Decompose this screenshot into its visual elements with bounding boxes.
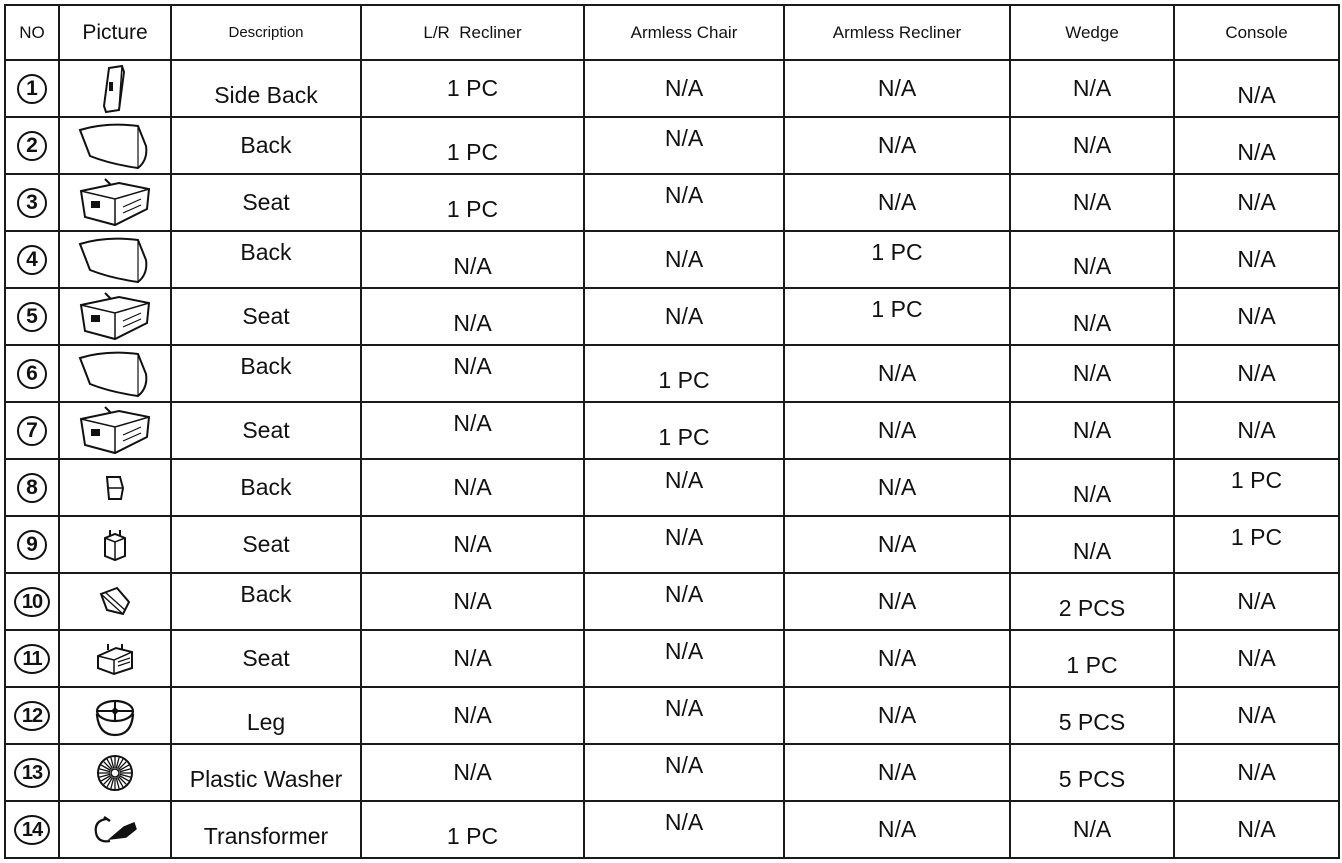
part-description	[171, 60, 361, 117]
cell-armless-recliner-value: N/A	[877, 474, 917, 500]
table-row	[5, 231, 1339, 288]
cell-lr-recliner	[361, 630, 584, 687]
cell-armless-chair	[584, 744, 784, 801]
part-description	[171, 687, 361, 744]
cell-armless-chair	[584, 402, 784, 459]
cell-lr-recliner-value: N/A	[453, 410, 492, 436]
cell-wedge-value: N/A	[1072, 132, 1112, 158]
cell-armless-recliner-value: N/A	[877, 417, 917, 443]
part-description-value: Transformer	[203, 823, 329, 849]
part-description-value: Back	[240, 581, 292, 607]
parts-table	[4, 4, 1340, 859]
cell-armless-recliner	[784, 231, 1010, 288]
cell-wedge	[1010, 687, 1174, 744]
cell-armless-chair-value: N/A	[664, 467, 704, 493]
table-row	[5, 288, 1339, 345]
table-row	[5, 117, 1339, 174]
part-description-value: Back	[240, 239, 292, 265]
cell-lr-recliner	[361, 573, 584, 630]
back-cushion-icon	[59, 345, 171, 402]
cell-armless-recliner	[784, 60, 1010, 117]
part-description	[171, 345, 361, 402]
cell-armless-recliner	[784, 402, 1010, 459]
cell-wedge-value: N/A	[1072, 189, 1112, 215]
cell-lr-recliner-value: N/A	[453, 353, 492, 379]
cell-wedge-value: N/A	[1072, 310, 1112, 336]
cell-wedge	[1010, 573, 1174, 630]
table-row	[5, 630, 1339, 687]
header-no: NO	[5, 5, 59, 60]
part-description-value: Seat	[242, 531, 290, 557]
cell-armless-recliner-value: N/A	[877, 702, 917, 728]
cell-lr-recliner	[361, 687, 584, 744]
cell-lr-recliner-value: 1 PC	[446, 75, 499, 101]
table-row	[5, 573, 1339, 630]
cell-armless-chair	[584, 573, 784, 630]
cell-console	[1174, 801, 1339, 858]
cell-console	[1174, 231, 1339, 288]
cell-console	[1174, 459, 1339, 516]
circled-number: 12	[14, 701, 50, 731]
part-description	[171, 630, 361, 687]
header-lr-recliner: L/R Recliner	[361, 5, 584, 60]
header-armless-chair: Armless Chair	[584, 5, 784, 60]
cell-armless-recliner	[784, 459, 1010, 516]
cell-armless-chair-value: N/A	[664, 695, 704, 721]
cell-wedge	[1010, 117, 1174, 174]
cell-armless-chair	[584, 174, 784, 231]
cell-lr-recliner-value: N/A	[453, 474, 492, 500]
circled-number: 10	[14, 587, 50, 617]
back-cushion-icon	[59, 231, 171, 288]
cell-armless-recliner-value: N/A	[877, 645, 917, 671]
cell-wedge	[1010, 402, 1174, 459]
cell-armless-recliner-value: N/A	[877, 531, 917, 557]
row-number	[5, 687, 59, 744]
cell-lr-recliner	[361, 288, 584, 345]
cell-armless-chair-value: N/A	[664, 809, 704, 835]
row-number	[5, 459, 59, 516]
part-description	[171, 174, 361, 231]
cell-console-value: N/A	[1237, 303, 1276, 329]
row-number	[5, 630, 59, 687]
part-description-value: Leg	[246, 709, 286, 735]
cell-wedge-value: N/A	[1072, 253, 1112, 279]
table-row	[5, 744, 1339, 801]
cell-console	[1174, 174, 1339, 231]
cell-console-value: N/A	[1237, 588, 1276, 614]
cell-armless-chair	[584, 630, 784, 687]
cell-armless-recliner-value: 1 PC	[871, 296, 923, 322]
table-header-row	[5, 5, 1339, 60]
seat-box-icon	[59, 288, 171, 345]
row-number	[5, 60, 59, 117]
circled-number: 1	[17, 74, 47, 104]
cell-wedge	[1010, 288, 1174, 345]
part-description	[171, 231, 361, 288]
cell-lr-recliner-value: N/A	[453, 310, 492, 336]
cell-wedge-value: 5 PCS	[1058, 766, 1126, 792]
part-description-value: Back	[240, 132, 292, 158]
cell-console	[1174, 288, 1339, 345]
circled-number: 8	[17, 473, 47, 503]
circled-number: 4	[17, 245, 47, 275]
cell-armless-recliner-value: N/A	[877, 588, 917, 614]
cell-armless-chair-value: N/A	[664, 182, 704, 208]
cell-wedge-value: N/A	[1072, 538, 1112, 564]
cell-armless-recliner-value: N/A	[877, 189, 917, 215]
cell-armless-chair	[584, 117, 784, 174]
transformer-icon	[59, 801, 171, 858]
cell-console	[1174, 573, 1339, 630]
cell-armless-recliner-value: N/A	[877, 759, 917, 785]
leg-icon	[59, 687, 171, 744]
circled-number: 14	[14, 815, 50, 845]
table-row	[5, 402, 1339, 459]
cell-console	[1174, 117, 1339, 174]
wedge-back-icon	[59, 573, 171, 630]
cell-armless-chair	[584, 345, 784, 402]
row-number	[5, 516, 59, 573]
cell-armless-recliner	[784, 117, 1010, 174]
part-description	[171, 573, 361, 630]
cell-console	[1174, 687, 1339, 744]
cell-console	[1174, 516, 1339, 573]
cell-lr-recliner-value: N/A	[453, 702, 492, 728]
seat-box-icon	[59, 174, 171, 231]
cell-armless-recliner	[784, 573, 1010, 630]
cell-lr-recliner-value: N/A	[453, 645, 492, 671]
part-description	[171, 117, 361, 174]
cell-lr-recliner-value: N/A	[453, 253, 492, 279]
table-row	[5, 459, 1339, 516]
plastic-washer-icon	[59, 744, 171, 801]
part-description	[171, 402, 361, 459]
row-number	[5, 402, 59, 459]
part-description-value: Back	[240, 353, 292, 379]
cell-armless-recliner-value: 1 PC	[871, 239, 923, 265]
cell-console	[1174, 402, 1339, 459]
cell-wedge	[1010, 60, 1174, 117]
cell-console-value: N/A	[1237, 246, 1276, 272]
table-row	[5, 60, 1339, 117]
wedge-seat-icon	[59, 630, 171, 687]
cell-wedge	[1010, 516, 1174, 573]
cell-lr-recliner	[361, 801, 584, 858]
cell-lr-recliner-value: N/A	[453, 588, 492, 614]
circled-number: 13	[14, 758, 50, 788]
cell-wedge	[1010, 174, 1174, 231]
cell-lr-recliner	[361, 174, 584, 231]
cell-armless-chair-value: N/A	[664, 638, 704, 664]
header-armless-recliner: Armless Recliner	[784, 5, 1010, 60]
cell-armless-chair-value: N/A	[664, 125, 704, 151]
cell-lr-recliner	[361, 459, 584, 516]
cell-armless-recliner	[784, 687, 1010, 744]
circled-number: 9	[17, 530, 47, 560]
row-number	[5, 573, 59, 630]
header-picture: Picture	[59, 5, 171, 60]
circled-number: 6	[17, 359, 47, 389]
circled-number: 3	[17, 188, 47, 218]
cell-armless-chair-value: N/A	[664, 524, 704, 550]
part-description	[171, 744, 361, 801]
side-back-part-icon	[59, 60, 171, 117]
cell-console-value: 1 PC	[1230, 467, 1283, 493]
table-row	[5, 687, 1339, 744]
cell-console-value: N/A	[1237, 417, 1276, 443]
cell-armless-chair-value: N/A	[664, 303, 704, 329]
cell-lr-recliner-value: N/A	[453, 759, 492, 785]
cell-armless-recliner-value: N/A	[877, 816, 917, 842]
cell-armless-recliner	[784, 174, 1010, 231]
cell-lr-recliner-value: 1 PC	[446, 823, 499, 849]
part-description-value: Side Back	[214, 82, 318, 108]
part-description	[171, 459, 361, 516]
cell-console-value: N/A	[1237, 816, 1276, 842]
header-wedge: Wedge	[1010, 5, 1174, 60]
cell-armless-chair-value: 1 PC	[658, 367, 710, 393]
cell-console-value: N/A	[1237, 360, 1276, 386]
back-cushion-icon	[59, 117, 171, 174]
cell-wedge	[1010, 630, 1174, 687]
cell-lr-recliner	[361, 231, 584, 288]
console-seat-icon	[59, 516, 171, 573]
row-number	[5, 744, 59, 801]
cell-lr-recliner	[361, 744, 584, 801]
part-description-value: Seat	[242, 645, 290, 671]
cell-console	[1174, 630, 1339, 687]
circled-number: 7	[17, 416, 47, 446]
circled-number: 11	[14, 644, 50, 674]
cell-armless-recliner	[784, 345, 1010, 402]
cell-wedge-value: 1 PC	[1066, 652, 1118, 678]
cell-wedge	[1010, 459, 1174, 516]
cell-armless-chair	[584, 288, 784, 345]
cell-wedge-value: N/A	[1072, 360, 1112, 386]
cell-console	[1174, 744, 1339, 801]
cell-lr-recliner	[361, 516, 584, 573]
cell-armless-recliner	[784, 288, 1010, 345]
row-number	[5, 801, 59, 858]
cell-lr-recliner	[361, 402, 584, 459]
console-back-icon	[59, 459, 171, 516]
table-row	[5, 174, 1339, 231]
row-number	[5, 231, 59, 288]
cell-console-value: 1 PC	[1230, 524, 1283, 550]
cell-armless-recliner	[784, 516, 1010, 573]
cell-armless-chair	[584, 60, 784, 117]
part-description	[171, 801, 361, 858]
header-console: Console	[1174, 5, 1339, 60]
cell-armless-recliner	[784, 744, 1010, 801]
cell-armless-chair	[584, 231, 784, 288]
cell-armless-recliner-value: N/A	[877, 360, 917, 386]
cell-lr-recliner-value: 1 PC	[446, 196, 499, 222]
cell-console	[1174, 60, 1339, 117]
cell-lr-recliner	[361, 60, 584, 117]
cell-console	[1174, 345, 1339, 402]
cell-wedge-value: N/A	[1072, 816, 1112, 842]
cell-armless-chair-value: N/A	[664, 581, 704, 607]
cell-lr-recliner	[361, 345, 584, 402]
part-description-value: Seat	[242, 189, 290, 215]
seat-box-icon	[59, 402, 171, 459]
cell-armless-chair	[584, 516, 784, 573]
part-description	[171, 288, 361, 345]
cell-wedge	[1010, 744, 1174, 801]
cell-wedge	[1010, 801, 1174, 858]
part-description-value: Plastic Washer	[189, 766, 343, 792]
cell-console-value: N/A	[1237, 645, 1276, 671]
cell-armless-chair-value: N/A	[664, 246, 704, 272]
cell-lr-recliner-value: N/A	[453, 531, 492, 557]
cell-console-value: N/A	[1237, 702, 1276, 728]
table-row	[5, 516, 1339, 573]
cell-wedge-value: 2 PCS	[1058, 595, 1126, 621]
cell-armless-recliner	[784, 630, 1010, 687]
cell-armless-chair-value: 1 PC	[658, 424, 710, 450]
circled-number: 2	[17, 131, 47, 161]
cell-armless-recliner	[784, 801, 1010, 858]
cell-wedge-value: N/A	[1072, 481, 1112, 507]
cell-console-value: N/A	[1237, 82, 1276, 108]
cell-wedge	[1010, 231, 1174, 288]
cell-armless-recliner-value: N/A	[877, 132, 917, 158]
table-row	[5, 801, 1339, 858]
cell-armless-chair-value: N/A	[664, 75, 704, 101]
row-number	[5, 174, 59, 231]
cell-console-value: N/A	[1237, 139, 1276, 165]
cell-armless-chair	[584, 459, 784, 516]
cell-wedge-value: N/A	[1072, 417, 1112, 443]
part-description-value: Seat	[242, 303, 290, 329]
cell-console-value: N/A	[1237, 759, 1276, 785]
part-description-value: Back	[240, 474, 292, 500]
table-row	[5, 345, 1339, 402]
row-number	[5, 345, 59, 402]
cell-armless-chair	[584, 801, 784, 858]
part-description	[171, 516, 361, 573]
row-number	[5, 117, 59, 174]
row-number	[5, 288, 59, 345]
cell-lr-recliner	[361, 117, 584, 174]
cell-console-value: N/A	[1237, 189, 1276, 215]
cell-armless-recliner-value: N/A	[877, 75, 917, 101]
cell-wedge-value: 5 PCS	[1058, 709, 1126, 735]
cell-wedge-value: N/A	[1072, 75, 1112, 101]
part-description-value: Seat	[242, 417, 290, 443]
circled-number: 5	[17, 302, 47, 332]
cell-armless-chair-value: N/A	[664, 752, 704, 778]
cell-wedge	[1010, 345, 1174, 402]
cell-armless-chair	[584, 687, 784, 744]
cell-lr-recliner-value: 1 PC	[446, 139, 499, 165]
header-description: Description	[171, 5, 361, 60]
